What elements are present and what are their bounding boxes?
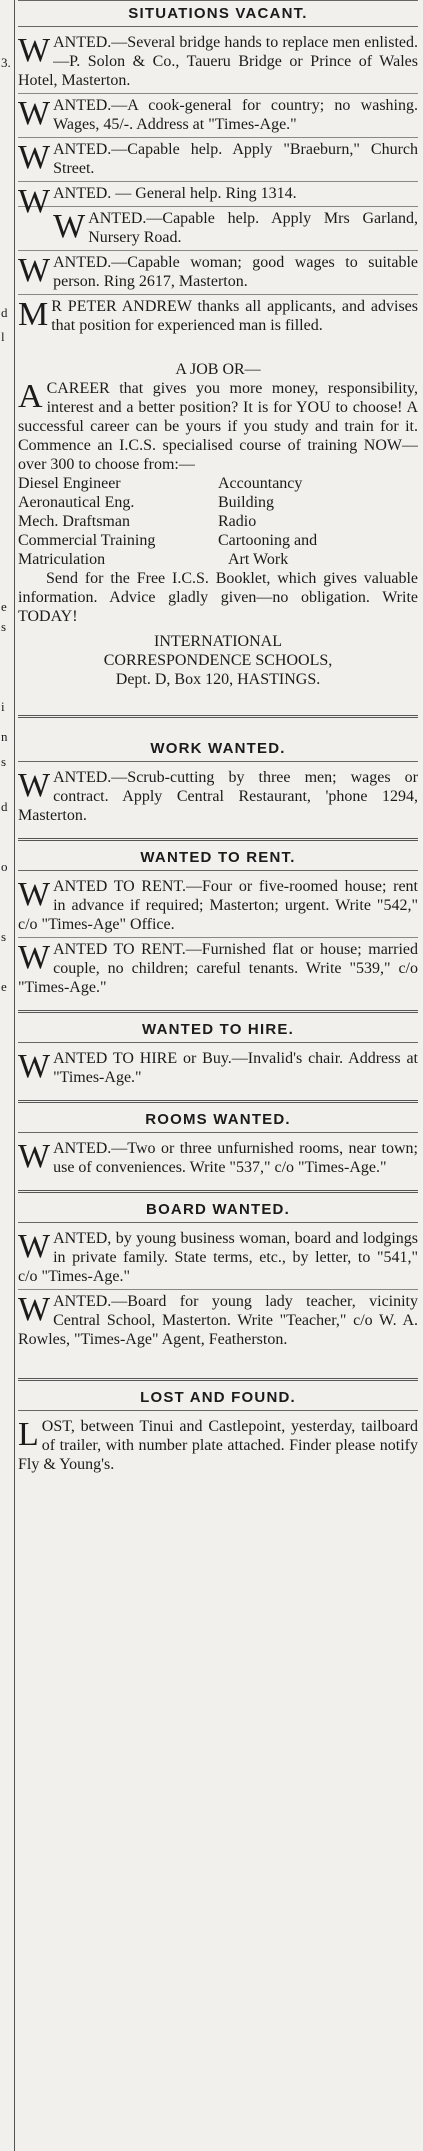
ics-title: A JOB OR—: [175, 361, 261, 378]
ics-org-line2: CORRESPONDENCE SCHOOLS,: [103, 652, 333, 669]
course: Commercial Training: [18, 532, 156, 549]
course: Accountancy: [218, 475, 303, 492]
course: Diesel Engineer: [18, 475, 121, 492]
ad-board-business-woman: WANTED, by young business woman, board and lodgings in private family. State terms, etc., by letter, to "541," c/o "Times-Age.": [18, 1227, 418, 1290]
course: Aeronautical Eng.: [18, 494, 135, 511]
ad-lost-tailboard: LOST, between Tinui and Castlepoint, yesterday, tailboard of trailer, with number plate attached. Finder please notify Fly & Young's.: [18, 1416, 418, 1473]
heading-situations-vacant: SITUATIONS VACANT.: [128, 5, 308, 22]
gutter-fragment: n: [1, 729, 8, 744]
gutter-fragment: s: [1, 619, 7, 634]
course: Mech. Draftsman: [18, 513, 130, 530]
top-rule: [18, 0, 418, 1]
rule: [18, 1042, 418, 1043]
rule: [18, 870, 418, 871]
gutter-fragment: l: [1, 329, 5, 344]
section-divider: [18, 1190, 418, 1193]
section-divider: [18, 1378, 418, 1381]
gutter-fragment: o: [1, 859, 8, 874]
ad-capable-woman: WANTED.—Capable woman; good wages to suitable person. Ring 2617, Masterton.: [18, 251, 418, 295]
heading-board-wanted: BOARD WANTED.: [146, 1201, 290, 1218]
gutter-fragment: e: [1, 599, 7, 614]
gutter-fragment: s: [1, 754, 7, 769]
ics-advertisement: [18, 360, 418, 689]
section-divider: [18, 1010, 418, 1013]
heading-lost-and-found: LOST AND FOUND.: [140, 1389, 296, 1406]
heading-wanted-to-hire: WANTED TO HIRE.: [142, 1021, 294, 1038]
course: Matriculation: [18, 551, 106, 568]
rule: [18, 761, 418, 762]
ad-cook-general: WANTED.—A cook-general for country; no washing. Wages, 45/-. Address at "Times-Age.": [18, 94, 418, 138]
ad-invalid-chair: WANTED TO HIRE or Buy.—Invalid's chair. Address at "Times-Age.": [18, 1048, 418, 1086]
gutter-fragment: 3.: [1, 55, 11, 70]
heading-rooms-wanted: ROOMS WANTED.: [145, 1111, 291, 1128]
ics-org-line1: INTERNATIONAL: [154, 633, 282, 650]
gutter-fragment: i: [1, 699, 5, 714]
course: Radio: [218, 513, 257, 530]
ad-capable-help-garland: WANTED.—Capable help. Apply Mrs Garland, Nursery Road.: [18, 207, 418, 251]
notice-peter-andrew: MR PETER ANDREW thanks all applicants, and advises that position for experienced man is filled.: [18, 296, 418, 334]
gutter-fragment: e: [1, 979, 7, 994]
classified-column: [18, 0, 418, 2151]
gutter-fragment: d: [1, 799, 8, 814]
rule: [18, 1222, 418, 1223]
ics-body: ACAREER that gives you more money, responsibility, interest and a better position? It is for YOU to choose! A successful career can be yours if you study and train for it. Commence an I.C.S. specialised course of training NOW—over 300 to choose from:—: [18, 378, 418, 473]
spacer: [18, 338, 418, 360]
ad-board-teacher: WANTED.—Board for young lady teacher, vicinity Central School, Masterton. Write "Teacher," c/o W. A. Rowles, "Times-Age" Agent, Featherston.: [18, 1291, 418, 1348]
ad-capable-help-braeburn: WANTED.—Capable help. Apply "Braeburn," Church Street.: [18, 138, 418, 182]
course: Cartooning and: [218, 532, 318, 549]
ics-course-list: [18, 474, 418, 569]
spacer: [18, 726, 418, 740]
rule: [18, 1132, 418, 1133]
left-column-edge: [0, 0, 15, 2151]
ad-rent-flat: WANTED TO RENT.—Furnished flat or house; married couple, no children; careful tenants. Write "539," c/o "Times-Age.": [18, 939, 418, 996]
rule: [18, 1410, 418, 1411]
course: Building: [218, 494, 275, 511]
heading-work-wanted: WORK WANTED.: [150, 740, 286, 757]
course: Art Work: [228, 551, 289, 568]
ad-unfurnished-rooms: WANTED.—Two or three unfurnished rooms, near town; use of conveniences. Write "537," c/o "Times-Age.": [18, 1138, 418, 1176]
section-divider: [18, 838, 418, 841]
heading-wanted-to-rent: WANTED TO RENT.: [140, 849, 296, 866]
ad-bridge-hands: WANTED.—Several bridge hands to replace men enlisted.—P. Solon & Co., Taueru Bridge or Prince of Wales Hotel, Masterton.: [18, 31, 418, 94]
section-divider: [18, 1100, 418, 1103]
section-divider: [18, 715, 418, 718]
gutter-fragment: s: [1, 929, 7, 944]
ics-org-line3: Dept. D, Box 120, HASTINGS.: [115, 671, 321, 688]
ad-rent-house: WANTED TO RENT.—Four or five-roomed house; rent in advance if required; Masterton; urgent. Write "542," c/o "Times-Age" Office.: [18, 875, 418, 938]
ad-scrub-cutting: WANTED.—Scrub-cutting by three men; wages or contract. Apply Central Restaurant, 'phone 1294, Masterton.: [18, 767, 418, 824]
ics-closing: Send for the Free I.C.S. Booklet, which gives valuable information. Advice gladly given—no obligation. Write TODAY!: [18, 570, 418, 625]
rule: [18, 26, 418, 27]
gutter-fragment: d: [1, 305, 8, 320]
ad-general-help: WANTED. — General help. Ring 1314.: [18, 182, 418, 207]
